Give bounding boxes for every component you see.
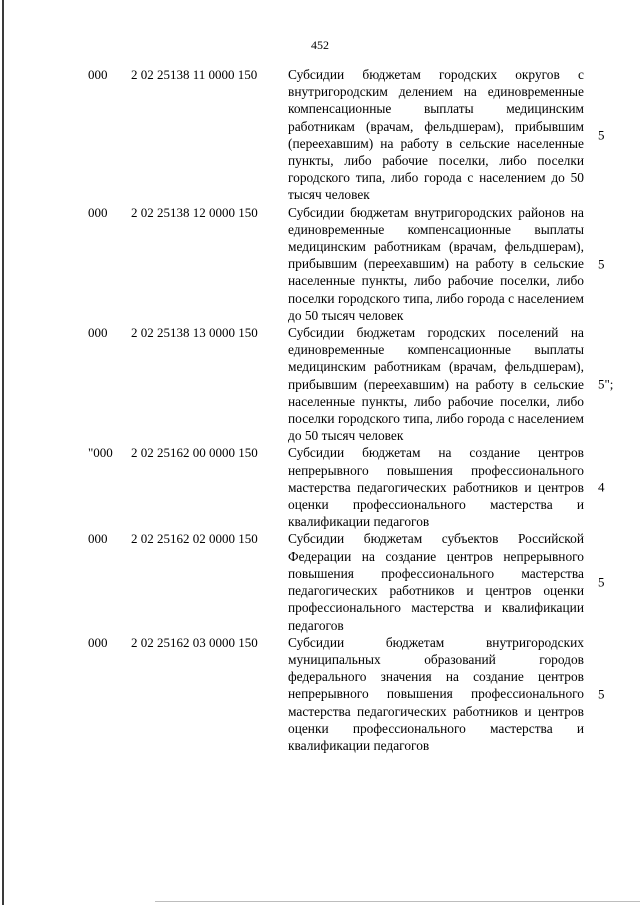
budget-classification-code: 2 02 25162 03 0000 150 xyxy=(131,634,258,650)
revenue-name: Субсидии бюджетам внутригородских муниципальных образований городов федерального значения на создание центров непрерывного повышения профессионального мастерства педагогических работников и центров оценки профессионального мастерства и квалификации педагогов xyxy=(288,634,584,753)
admin-code: 000 xyxy=(88,634,108,650)
norm-value: 5 xyxy=(598,256,605,272)
norm-value: 5 xyxy=(598,127,605,143)
table-row xyxy=(0,444,640,530)
admin-code: 000 xyxy=(88,67,108,82)
budget-classification-code: 2 02 25138 13 0000 150 xyxy=(131,325,258,341)
admin-code: "000 xyxy=(88,445,113,461)
admin-code: 000 xyxy=(88,325,108,341)
revenue-name: Субсидии бюджетам субъектов Российской Федерации на создание центров непрерывного повышения профессионального мастерства педагогических работников и центров оценки профессионального мастерства и квалификации педагогов xyxy=(288,531,584,633)
admin-code: 000 xyxy=(88,531,108,547)
revenue-name: Субсидии бюджетам городских округов с внутригородским делением на единовременные компенсационные выплаты медицинским работникам (врачам, фельдшерам), прибывшим (переехавшим) на работу в сельские населенные пункты, либо рабочие поселки, либо поселки городского типа, либо города с населением до 50 тысяч человек xyxy=(288,67,584,203)
scan-bottom-edge xyxy=(155,901,640,902)
budget-classification-code: 2 02 25138 11 0000 150 xyxy=(131,67,258,82)
table-row xyxy=(0,530,640,633)
table-row xyxy=(0,634,640,754)
budget-classification-code: 2 02 25162 02 0000 150 xyxy=(131,531,258,547)
norm-value: 5"; xyxy=(598,376,614,392)
norm-value: 5 xyxy=(598,574,605,590)
revenue-name: Субсидии бюджетам городских поселений на единовременные компенсационные выплаты медицинским работникам (врачам, фельдшерам), прибывшим (переехавшим) на работу в сельские населенные пункты, либо рабочие поселки, либо поселки городского типа, либо города с населением до 50 тысяч человек xyxy=(288,325,584,444)
norm-value: 5 xyxy=(598,686,605,702)
table-row xyxy=(0,66,640,204)
revenue-name: Субсидии бюджетам на создание центров непрерывного повышения профессионального мастерства педагогических работников и центров оценки профессионального мастерства и квалификации педагогов xyxy=(288,445,584,530)
page-number: 452 xyxy=(311,38,329,52)
revenue-name: Субсидии бюджетам внутригородских районов на единовременные компенсационные выплаты медицинским работникам (врачам, фельдшерам), прибывшим (переехавшим) на работу в сельские населенные пункты, либо рабочие поселки, либо поселки городского типа, либо города с населением до 50 тысяч человек xyxy=(288,204,584,323)
budget-classification-code: 2 02 25138 12 0000 150 xyxy=(131,204,258,220)
norm-value: 4 xyxy=(598,479,605,495)
budget-classification-code: 2 02 25162 00 0000 150 xyxy=(131,445,258,461)
admin-code: 000 xyxy=(88,204,108,220)
table-row xyxy=(0,324,640,444)
revenue-code-table xyxy=(0,66,640,754)
table-row xyxy=(0,204,640,324)
